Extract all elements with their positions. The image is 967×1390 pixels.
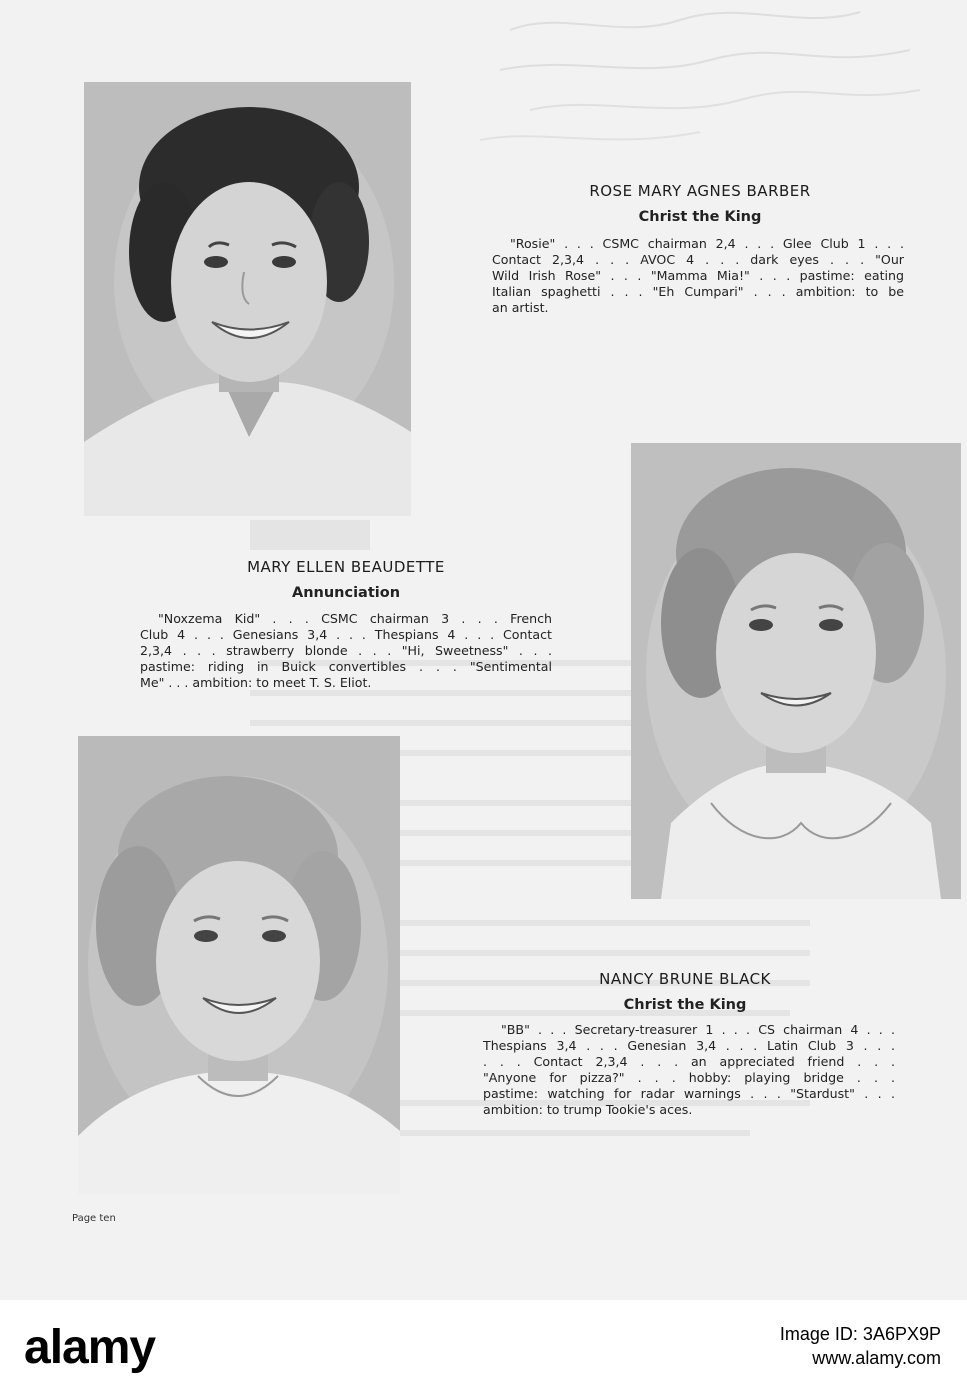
portrait-photo-black bbox=[631, 443, 961, 899]
student-parish: Christ the King bbox=[638, 209, 762, 225]
student-parish: Annunciation bbox=[291, 585, 401, 601]
alamy-logo: alamy bbox=[24, 1321, 156, 1374]
student-name: MARY ELLEN BEAUDETTE bbox=[247, 558, 445, 576]
student-bio bbox=[483, 1022, 895, 1118]
portrait-photo-barber bbox=[84, 82, 411, 516]
student-bio bbox=[492, 236, 904, 316]
bleed-through-scribbles bbox=[440, 0, 967, 180]
image-id: Image ID: 3A6PX9P bbox=[779, 1324, 941, 1344]
bio-line: 2,3,4 . . . strawberry blonde . . . "Hi, Sweetness" . . . bbox=[140, 643, 552, 658]
student-name: NANCY BRUNE BLACK bbox=[599, 970, 771, 988]
bleed-through-handwriting: ​ bbox=[517, 21, 522, 51]
bio-line: an artist. bbox=[492, 300, 549, 315]
bio-line: "Anyone for pizza?" . . . hobby: playing bridge . . . bbox=[483, 1070, 895, 1085]
page-number: Page ten bbox=[72, 1213, 116, 1224]
bio-line: pastime: riding in Buick convertibles . . . "Sentimental bbox=[140, 659, 552, 674]
student-bio bbox=[140, 611, 552, 691]
bio-line: Contact 2,3,4 . . . AVOC 4 . . . dark eyes . . . "Our bbox=[492, 252, 904, 267]
bio-line: Italian spaghetti . . . "Eh Cumpari" . . . ambition: to be bbox=[492, 284, 904, 299]
student-name: ROSE MARY AGNES BARBER bbox=[589, 182, 811, 200]
bio-line: "Noxzema Kid" . . . CSMC chairman 3 . . . French bbox=[158, 611, 552, 626]
bio-line: Me" . . . ambition: to meet T. S. Eliot. bbox=[140, 675, 372, 690]
bio-line: pastime: watching for radar warnings . . . "Stardust" . . . bbox=[483, 1086, 895, 1101]
bio-line: Club 4 . . . Genesians 3,4 . . . Thespians 4 . . . Contact bbox=[140, 627, 552, 642]
bio-line: "Rosie" . . . CSMC chairman 2,4 . . . Glee Club 1 . . . bbox=[510, 236, 904, 251]
bio-line: Wild Irish Rose" . . . "Mamma Mia!" . . . pastime: eating bbox=[492, 268, 904, 283]
portrait-photo-beaudette bbox=[78, 736, 400, 1194]
site-url: www.alamy.com bbox=[812, 1348, 941, 1368]
bio-line: Thespians 3,4 . . . Genesian 3,4 . . . Latin Club 3 . . . bbox=[483, 1038, 895, 1053]
bio-line: "BB" . . . Secretary-treasurer 1 . . . CS chairman 4 . . . bbox=[501, 1022, 895, 1037]
student-parish: Christ the King bbox=[623, 997, 747, 1013]
bio-line: ambition: to trump Tookie's aces. bbox=[483, 1102, 693, 1117]
bio-line: . . . Contact 2,3,4 . . . an appreciated friend . . . bbox=[483, 1054, 895, 1069]
watermark-footer bbox=[0, 1300, 967, 1390]
